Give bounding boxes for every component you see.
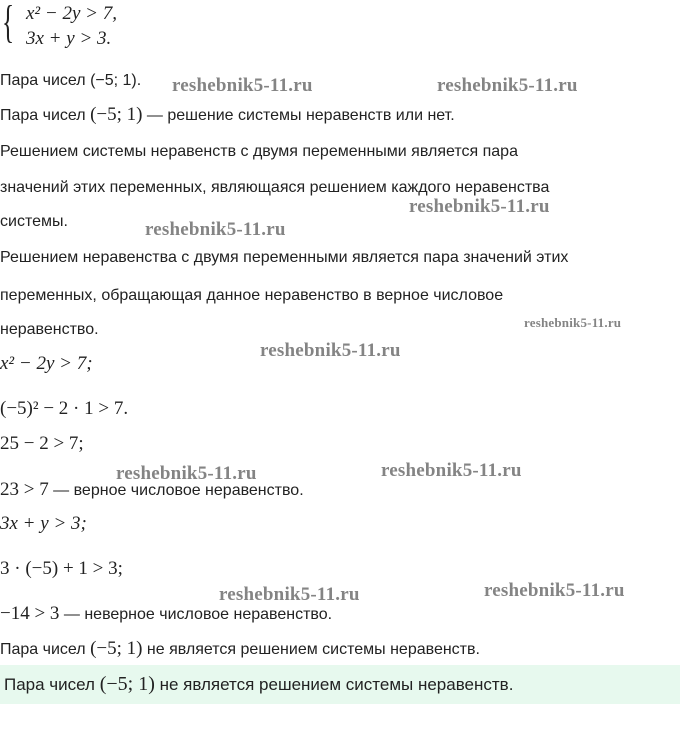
watermark: reshebnik5-11.ru xyxy=(219,584,360,605)
math-step-5: 3x + y > 3; xyxy=(0,513,87,534)
math-step-3: 25 − 2 > 7; xyxy=(0,433,84,454)
definition-line-1: Решением системы неравенств с двумя переменными является пара xyxy=(0,143,518,160)
question-line: Пара чисел (−5; 1) — решение системы неравенств или нет. xyxy=(0,104,455,125)
answer-text: Пара чисел (−5; 1) не является решением системы неравенств. xyxy=(4,673,514,695)
left-brace: { xyxy=(2,0,15,47)
definition-line-4: Решением неравенства с двумя переменными является пара значений этих xyxy=(0,249,569,266)
watermark: reshebnik5-11.ru xyxy=(524,315,622,330)
watermark: reshebnik5-11.ru xyxy=(437,75,578,96)
watermark: reshebnik5-11.ru xyxy=(381,460,522,481)
answer-box xyxy=(0,665,680,704)
definition-line-2: значений этих переменных, являющаяся решением каждого неравенства xyxy=(0,179,550,196)
system-row-1: x² − 2y > 7, xyxy=(26,3,117,24)
watermark: reshebnik5-11.ru xyxy=(172,75,313,96)
given-pair: Пара чисел (−5; 1). xyxy=(0,72,142,89)
definition-line-3: системы. xyxy=(0,213,68,230)
watermark: reshebnik5-11.ru xyxy=(484,580,625,601)
inequality-system xyxy=(0,0,200,52)
watermark: reshebnik5-11.ru xyxy=(260,340,401,361)
math-step-4: 23 > 7 — верное числовое неравенство. xyxy=(0,479,304,500)
system-row-2: 3x + y > 3. xyxy=(26,28,112,49)
watermark: reshebnik5-11.ru xyxy=(145,219,286,240)
math-step-1: x² − 2y > 7; xyxy=(0,353,93,374)
math-step-2: (−5)² − 2 · 1 > 7. xyxy=(0,398,129,419)
watermark: reshebnik5-11.ru xyxy=(409,196,550,217)
definition-line-6: неравенство. xyxy=(0,321,99,338)
watermark: reshebnik5-11.ru xyxy=(116,463,257,484)
math-step-7: −14 > 3 — неверное числовое неравенство. xyxy=(0,603,333,624)
math-step-6: 3 · (−5) + 1 > 3; xyxy=(0,558,123,579)
definition-line-5: переменных, обращающая данное неравенство в верное числовое xyxy=(0,287,504,304)
conclusion-line: Пара чисел (−5; 1) не является решением системы неравенств. xyxy=(0,638,480,659)
